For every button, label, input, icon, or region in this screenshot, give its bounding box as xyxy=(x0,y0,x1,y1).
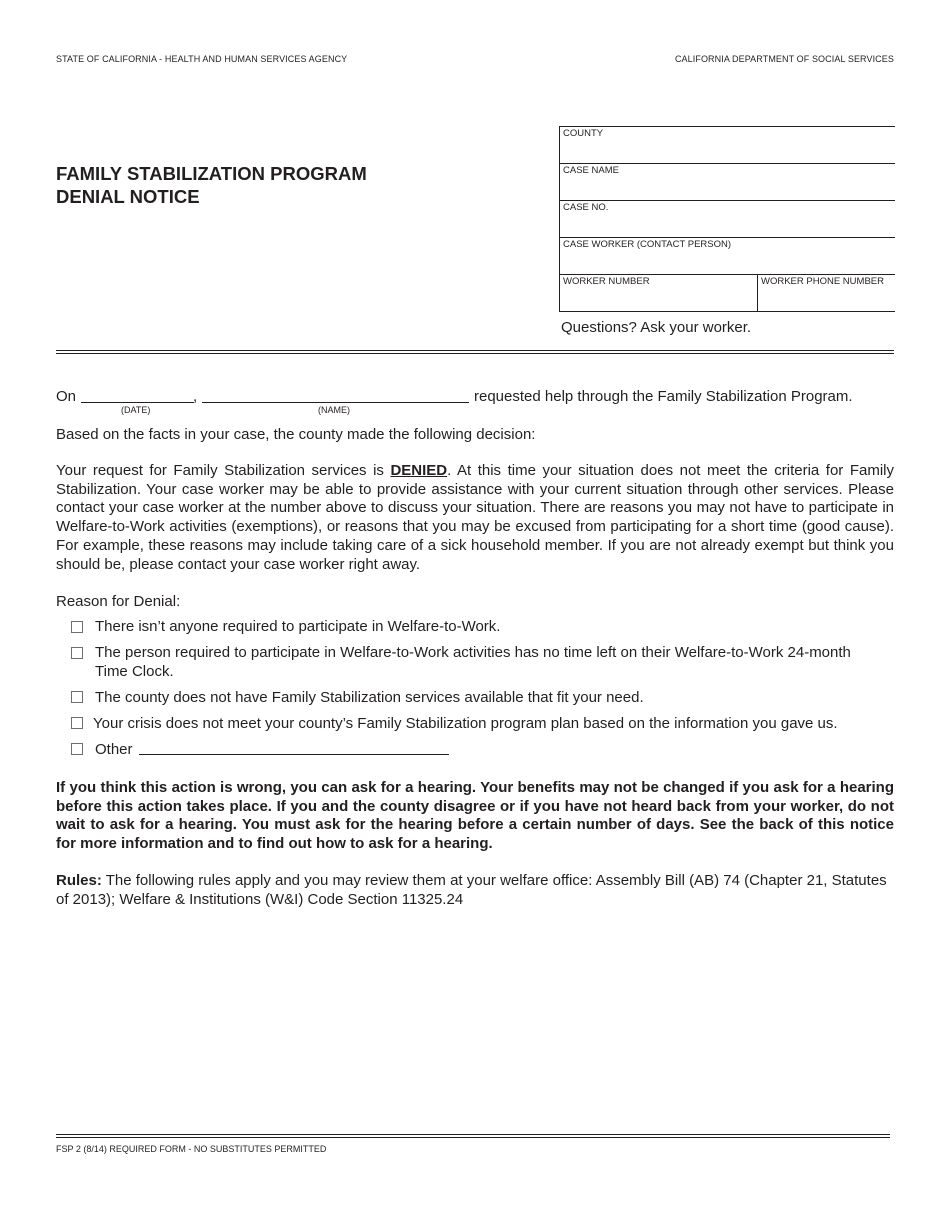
reason-checkbox-3[interactable] xyxy=(71,691,83,703)
reason-text-4: Your crisis does not meet your county’s Family Stabilization program plan based on the information you gave us. xyxy=(93,715,838,732)
county-label: COUNTY xyxy=(563,128,604,139)
case-name-label: CASE NAME xyxy=(563,165,619,176)
reason-text-1: There isn’t anyone required to participate in Welfare-to-Work. xyxy=(95,618,501,635)
reasons-heading: Reason for Denial: xyxy=(56,593,181,610)
form-title-line2: DENIAL NOTICE xyxy=(56,186,200,207)
rules-paragraph xyxy=(56,872,894,909)
date-input-line[interactable] xyxy=(81,402,194,403)
questions-text: Questions? Ask your worker. xyxy=(561,319,752,336)
agency-header: STATE OF CALIFORNIA - HEALTH AND HUMAN SERVICES AGENCY xyxy=(56,54,348,64)
footer-divider xyxy=(56,1134,890,1138)
case-worker-field[interactable] xyxy=(559,237,895,274)
name-caption: (NAME) xyxy=(318,405,350,415)
worker-number-label: WORKER NUMBER xyxy=(563,276,650,287)
decision-intro: Based on the facts in your case, the county made the following decision: xyxy=(56,426,536,443)
rules-text: The following rules apply and you may review them at your welfare office: Assembly Bill (AB) 74 (Chapter 21, Statutes of 2013); Welfare & Institutions (W&I) Code Section 11325.24 xyxy=(56,872,887,908)
form-title xyxy=(56,162,367,208)
department-header: CALIFORNIA DEPARTMENT OF SOCIAL SERVICES xyxy=(674,54,894,64)
denial-text-before: Your request for Family Stabilization services is xyxy=(56,462,391,479)
denial-text-after: . At this time your situation does not meet the criteria for Family Stabilization. Your case worker may be able to provide assistance with your current situation through other services. Please contact your case worker at the number above to discuss your situation. There are reasons you may not have to participate in Welfare-to-Work activities (exemptions), or reasons that you may be excused from participating for a short time (good cause). For example, these reasons may include taking care of a sick household member. If you are not already exempt but think you should be, please contact your case worker right away. xyxy=(56,462,894,573)
reason-checkbox-4[interactable] xyxy=(71,717,83,729)
reason-text-other: Other xyxy=(95,741,133,758)
case-number-label: CASE NO. xyxy=(563,202,609,213)
date-caption: (DATE) xyxy=(121,405,151,415)
reason-checkbox-1[interactable] xyxy=(71,621,83,633)
case-number-field[interactable] xyxy=(559,200,895,237)
form-title-line1: FAMILY STABILIZATION PROGRAM xyxy=(56,163,367,184)
county-field[interactable] xyxy=(559,126,895,163)
hearing-paragraph: If you think this action is wrong, you can ask for a hearing. Your benefits may not be changed if you ask for a hearing before this action takes place. If you and the county disagree or if you have not heard back from your worker, do not wait to ask for a hearing. You must ask for the hearing before a certain number of days. See the back of this notice for more information and to find out how to ask for a hearing. xyxy=(56,779,894,853)
name-input-line[interactable] xyxy=(202,402,469,403)
other-reason-input-line[interactable] xyxy=(139,754,449,755)
request-line-text: requested help through the Family Stabilization Program. xyxy=(474,388,853,405)
reason-text-2: The person required to participate in Welfare-to-Work activities has no time left on their Welfare-to-Work 24-month Time Clock. xyxy=(95,644,851,680)
form-footer: FSP 2 (8/14) REQUIRED FORM - NO SUBSTITUTES PERMITTED xyxy=(56,1144,327,1154)
section-divider xyxy=(56,350,894,354)
case-worker-label: CASE WORKER (CONTACT PERSON) xyxy=(563,239,732,250)
reason-checkbox-2[interactable] xyxy=(71,647,83,659)
worker-phone-field[interactable] xyxy=(757,274,895,312)
rules-label: Rules: xyxy=(56,872,102,889)
denial-paragraph xyxy=(56,462,894,574)
reason-checkbox-other[interactable] xyxy=(71,743,83,755)
denied-word: DENIED xyxy=(390,462,448,479)
on-label: On xyxy=(56,388,77,405)
case-name-field[interactable] xyxy=(559,163,895,200)
worker-phone-label: WORKER PHONE NUMBER xyxy=(761,276,884,287)
comma: , xyxy=(193,388,198,405)
worker-number-field[interactable] xyxy=(559,274,758,312)
reason-text-3: The county does not have Family Stabilization services available that fit your need. xyxy=(95,689,644,706)
